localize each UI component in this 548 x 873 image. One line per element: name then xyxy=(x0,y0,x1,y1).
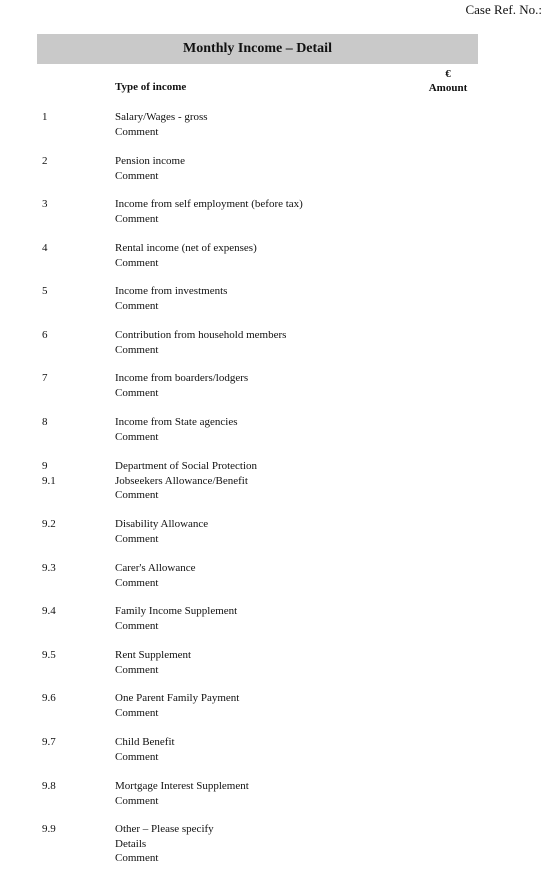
income-type-label: Rent Supplement xyxy=(115,649,192,661)
income-type-label: Income from State agencies xyxy=(115,416,238,428)
income-type-label: Family Income Supplement xyxy=(115,605,238,617)
row-text xyxy=(115,779,249,808)
row-number xyxy=(42,517,56,532)
case-ref-label: Case Ref. No.: xyxy=(465,2,542,17)
row-number-text: 1 xyxy=(42,111,48,123)
comment-label: Comment xyxy=(115,169,159,182)
row-number xyxy=(42,459,56,488)
income-type-label: Income from investments xyxy=(115,285,228,297)
row-text xyxy=(115,110,208,139)
row-number-text: 9.3 xyxy=(42,562,56,574)
income-type-label: Income from self employment (before tax) xyxy=(115,198,303,210)
income-type-label: Other – Please specify xyxy=(115,823,214,835)
comment-label: Comment xyxy=(115,794,159,807)
row-number-text: 9.5 xyxy=(42,649,56,661)
comment-label: Comment xyxy=(115,706,159,719)
row-number xyxy=(42,415,48,430)
row-text xyxy=(115,328,286,357)
row-text xyxy=(115,371,248,400)
row-number-text: 9 xyxy=(42,460,48,472)
row-text xyxy=(115,517,208,546)
comment-label: Comment xyxy=(115,852,159,865)
row-number-text: 7 xyxy=(42,372,48,384)
type-of-income-header: Type of income xyxy=(115,81,187,93)
row-number-text: 9.2 xyxy=(42,518,56,530)
row-number xyxy=(42,371,48,386)
comment-label: Comment xyxy=(115,343,159,356)
currency-symbol: € xyxy=(445,68,451,80)
income-type-label: Carer's Allowance xyxy=(115,562,196,574)
row-number-text: 9.7 xyxy=(42,736,56,748)
row-number-text: 8 xyxy=(42,416,48,428)
row-text xyxy=(115,604,237,633)
amount-label: Amount xyxy=(428,82,468,94)
row-text xyxy=(115,648,191,677)
row-text xyxy=(115,284,227,313)
row-text xyxy=(115,735,175,764)
row-text xyxy=(115,197,303,226)
income-type-label: Rental income (net of expenses) xyxy=(115,242,257,254)
row-text xyxy=(115,822,214,866)
row-number-text: 9.4 xyxy=(42,605,56,617)
comment-label: Comment xyxy=(115,256,159,269)
comment-label: Comment xyxy=(115,386,159,399)
row-number-text: 2 xyxy=(42,155,48,167)
comment-label: Comment xyxy=(115,750,159,763)
row-text xyxy=(115,691,239,720)
comment-label: Comment xyxy=(115,619,159,632)
comment-label: Comment xyxy=(115,212,159,225)
comment-label: Comment xyxy=(115,489,159,502)
row-number-text: 9.8 xyxy=(42,780,56,792)
row-number xyxy=(42,691,56,706)
comment-label: Comment xyxy=(115,663,159,676)
income-type-label: Disability Allowance xyxy=(115,518,209,530)
row-number-text: 9.9 xyxy=(42,823,56,835)
row-text xyxy=(115,561,195,590)
income-type-label: Mortgage Interest Supplement xyxy=(115,780,249,792)
income-type-label: Department of Social Protection xyxy=(115,460,258,472)
income-subtype-label: Jobseekers Allowance/Benefit xyxy=(115,474,248,487)
row-number xyxy=(42,241,48,256)
amount-header xyxy=(420,67,476,95)
comment-label: Comment xyxy=(115,532,159,545)
row-number-text: 4 xyxy=(42,242,48,254)
row-number xyxy=(42,604,56,619)
comment-label: Comment xyxy=(115,125,159,138)
row-number-text: 9.1 xyxy=(42,474,56,487)
row-number xyxy=(42,822,56,837)
row-number xyxy=(42,197,48,212)
row-text xyxy=(115,241,257,270)
income-type-label: One Parent Family Payment xyxy=(115,692,240,704)
row-number-text: 5 xyxy=(42,285,48,297)
row-number-text: 9.6 xyxy=(42,692,56,704)
row-number xyxy=(42,648,56,663)
row-text xyxy=(115,415,237,444)
row-number xyxy=(42,561,56,576)
comment-label: Comment xyxy=(115,299,159,312)
row-number xyxy=(42,328,48,343)
income-type-label: Income from boarders/lodgers xyxy=(115,372,249,384)
comment-label: Comment xyxy=(115,576,159,589)
row-number-text: 6 xyxy=(42,329,48,341)
page-title: Monthly Income – Detail xyxy=(37,34,478,64)
row-number-text: 3 xyxy=(42,198,48,210)
row-number xyxy=(42,735,56,750)
income-type-label: Contribution from household members xyxy=(115,329,287,341)
income-type-label: Pension income xyxy=(115,155,185,167)
row-number xyxy=(42,284,48,299)
row-number xyxy=(42,110,48,125)
income-type-label: Child Benefit xyxy=(115,736,175,748)
income-type-label: Salary/Wages - gross xyxy=(115,111,208,123)
row-text xyxy=(115,154,185,183)
row-number xyxy=(42,154,48,169)
income-subtype-label: Details xyxy=(115,837,147,850)
comment-label: Comment xyxy=(115,430,159,443)
row-text xyxy=(115,459,257,503)
row-number xyxy=(42,779,56,794)
